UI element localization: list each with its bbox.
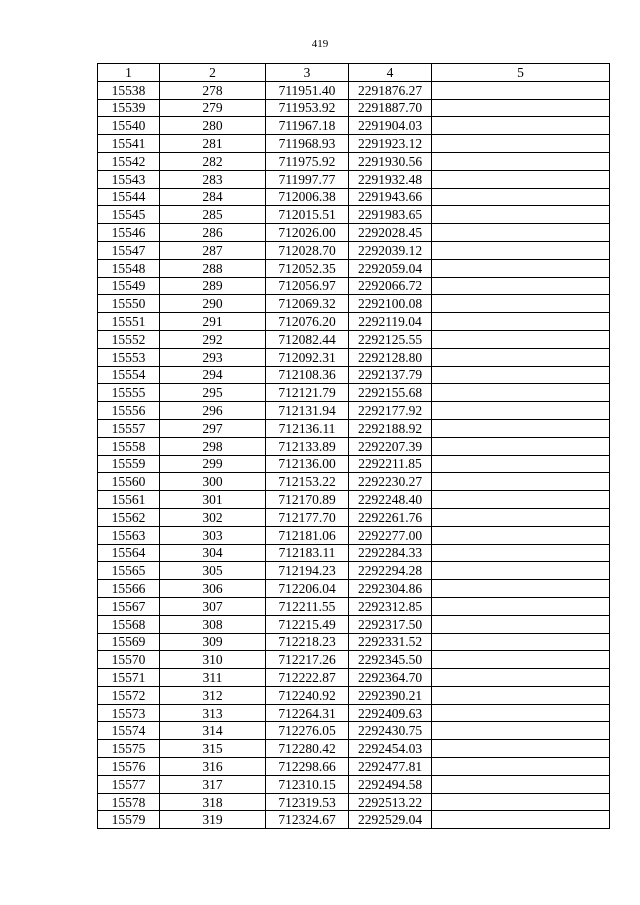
table-cell [432,330,610,348]
table-cell [432,402,610,420]
table-cell: 15555 [98,384,160,402]
table-cell: 2292331.52 [349,633,432,651]
table-cell: 712177.70 [266,508,349,526]
table-cell [432,313,610,331]
table-cell: 315 [160,740,266,758]
table-cell: 711967.18 [266,117,349,135]
table-row [98,152,610,170]
table-row [98,206,610,224]
table-cell: 15543 [98,170,160,188]
table-cell: 15560 [98,473,160,491]
table-cell: 2292454.03 [349,740,432,758]
table-cell: 2291904.03 [349,117,432,135]
table-cell: 712183.11 [266,544,349,562]
table-cell: 293 [160,348,266,366]
table-cell [432,669,610,687]
table-cell: 15570 [98,651,160,669]
table-cell: 2291943.66 [349,188,432,206]
table-row [98,562,610,580]
table-cell: 279 [160,99,266,117]
table-cell: 15572 [98,686,160,704]
table-cell: 15561 [98,491,160,509]
table-row [98,455,610,473]
table-row [98,241,610,259]
table-cell: 318 [160,793,266,811]
table-cell: 2292294.28 [349,562,432,580]
table-cell: 2292230.27 [349,473,432,491]
table-cell: 15579 [98,811,160,829]
table-cell: 2292128.80 [349,348,432,366]
table-row [98,758,610,776]
table-cell: 712056.97 [266,277,349,295]
table-cell: 712052.35 [266,259,349,277]
table-cell: 2292207.39 [349,437,432,455]
table-cell: 15559 [98,455,160,473]
table-cell: 15567 [98,597,160,615]
table-cell: 712028.70 [266,241,349,259]
table-cell: 304 [160,544,266,562]
table-row [98,313,610,331]
table-cell: 2292284.33 [349,544,432,562]
table-cell: 2292345.50 [349,651,432,669]
table-cell [432,686,610,704]
table-row [98,419,610,437]
table-cell: 712133.89 [266,437,349,455]
table-cell: 310 [160,651,266,669]
table-cell: 303 [160,526,266,544]
table-cell: 712280.42 [266,740,349,758]
table-cell: 15556 [98,402,160,420]
table-cell: 307 [160,597,266,615]
table-cell: 712276.05 [266,722,349,740]
table-cell [432,580,610,598]
table-cell: 298 [160,437,266,455]
table-cell: 2291876.27 [349,81,432,99]
table-cell: 2291983.65 [349,206,432,224]
table-cell: 309 [160,633,266,651]
table-cell: 711968.93 [266,135,349,153]
table-cell: 15569 [98,633,160,651]
table-row [98,669,610,687]
table-cell [432,740,610,758]
table-cell [432,758,610,776]
table-cell: 308 [160,615,266,633]
table-cell: 15540 [98,117,160,135]
table-cell: 15571 [98,669,160,687]
table-cell: 317 [160,775,266,793]
table-cell [432,704,610,722]
table-cell: 15563 [98,526,160,544]
table-cell [432,224,610,242]
table-cell [432,241,610,259]
table-cell [432,491,610,509]
table-row [98,686,610,704]
table-row [98,544,610,562]
table-cell: 289 [160,277,266,295]
table-cell: 2292477.81 [349,758,432,776]
table-cell: 2292177.92 [349,402,432,420]
table-cell: 711997.77 [266,170,349,188]
table-cell: 15574 [98,722,160,740]
table-cell: 15541 [98,135,160,153]
table-cell [432,562,610,580]
table-cell: 15542 [98,152,160,170]
table-cell: 2292390.21 [349,686,432,704]
table-row [98,508,610,526]
table-cell [432,170,610,188]
table-cell: 15550 [98,295,160,313]
table-cell: 284 [160,188,266,206]
table-cell: 2292513.22 [349,793,432,811]
table-cell: 282 [160,152,266,170]
table-cell: 712108.36 [266,366,349,384]
table-cell: 712153.22 [266,473,349,491]
table-row [98,811,610,829]
page-number: 419 [311,38,329,50]
table-cell: 2292188.92 [349,419,432,437]
table-cell: 2292211.85 [349,455,432,473]
table-cell: 2292137.79 [349,366,432,384]
table-cell: 712092.31 [266,348,349,366]
table-row [98,526,610,544]
table-cell: 285 [160,206,266,224]
table-cell: 15566 [98,580,160,598]
table-cell: 281 [160,135,266,153]
table-cell: 302 [160,508,266,526]
table-cell: 312 [160,686,266,704]
table-cell: 15549 [98,277,160,295]
table-row [98,775,610,793]
table-cell: 306 [160,580,266,598]
table-cell: 299 [160,455,266,473]
table-cell: 291 [160,313,266,331]
table-cell [432,597,610,615]
table-cell [432,277,610,295]
table-cell: 297 [160,419,266,437]
table-cell: 280 [160,117,266,135]
column-header: 5 [432,64,610,82]
table-cell: 2292028.45 [349,224,432,242]
table-cell: 15552 [98,330,160,348]
table-cell: 712136.11 [266,419,349,437]
table-cell: 712181.06 [266,526,349,544]
table-cell: 15576 [98,758,160,776]
table-cell: 712136.00 [266,455,349,473]
table-row [98,170,610,188]
table-cell: 15546 [98,224,160,242]
table-row [98,135,610,153]
table-cell: 712222.87 [266,669,349,687]
table-row [98,437,610,455]
column-header: 1 [98,64,160,82]
table-cell: 15575 [98,740,160,758]
table-row [98,651,610,669]
table-cell: 2291930.56 [349,152,432,170]
table-cell: 712069.32 [266,295,349,313]
table-cell: 712215.49 [266,615,349,633]
table-cell [432,152,610,170]
table-cell [432,633,610,651]
table-row [98,384,610,402]
table-cell [432,455,610,473]
table-cell [432,419,610,437]
table-cell: 712131.94 [266,402,349,420]
table-cell: 712217.26 [266,651,349,669]
table-cell: 2292317.50 [349,615,432,633]
table-cell: 292 [160,330,266,348]
table-cell: 319 [160,811,266,829]
table-cell: 295 [160,384,266,402]
column-header: 4 [349,64,432,82]
table-cell: 15565 [98,562,160,580]
table-cell: 712121.79 [266,384,349,402]
table-cell: 2292039.12 [349,241,432,259]
table-cell: 2292261.76 [349,508,432,526]
table-cell [432,384,610,402]
table-cell: 2292100.08 [349,295,432,313]
table-cell: 15577 [98,775,160,793]
table-cell [432,348,610,366]
table-cell: 2292125.55 [349,330,432,348]
table-cell: 15553 [98,348,160,366]
table-cell: 15568 [98,615,160,633]
table-row [98,259,610,277]
table-cell [432,651,610,669]
table-row [98,722,610,740]
table-cell [432,775,610,793]
table-cell [432,526,610,544]
table-row [98,402,610,420]
table-cell: 712206.04 [266,580,349,598]
table-cell: 712218.23 [266,633,349,651]
table-row [98,330,610,348]
table-cell: 15554 [98,366,160,384]
table-cell: 2292059.04 [349,259,432,277]
table-cell: 15544 [98,188,160,206]
table-cell: 2292529.04 [349,811,432,829]
table-cell [432,473,610,491]
table-cell: 712026.00 [266,224,349,242]
table-cell [432,366,610,384]
table-cell: 2291887.70 [349,99,432,117]
table-cell: 711953.92 [266,99,349,117]
table-cell: 2292364.70 [349,669,432,687]
table-cell [432,544,610,562]
table-cell: 301 [160,491,266,509]
table-cell [432,508,610,526]
table-cell: 300 [160,473,266,491]
table-cell: 15545 [98,206,160,224]
coordinates-table [97,63,610,829]
table-cell: 712240.92 [266,686,349,704]
table-cell: 2292066.72 [349,277,432,295]
table-cell: 712324.67 [266,811,349,829]
table-cell: 712211.55 [266,597,349,615]
table-row [98,615,610,633]
table-row [98,580,610,598]
table-cell: 2291923.12 [349,135,432,153]
table-cell: 314 [160,722,266,740]
table-cell: 287 [160,241,266,259]
table-cell: 712015.51 [266,206,349,224]
table-cell: 15578 [98,793,160,811]
table-cell: 316 [160,758,266,776]
table-cell: 15547 [98,241,160,259]
table-cell: 278 [160,81,266,99]
table-cell: 712076.20 [266,313,349,331]
table-row [98,117,610,135]
table-cell [432,793,610,811]
table-cell: 2291932.48 [349,170,432,188]
table-cell: 712298.66 [266,758,349,776]
table-cell: 712319.53 [266,793,349,811]
table-cell [432,811,610,829]
table-cell: 15551 [98,313,160,331]
table-cell: 2292430.75 [349,722,432,740]
table-cell: 2292277.00 [349,526,432,544]
table-cell: 712194.23 [266,562,349,580]
table-body [98,81,610,828]
table-row [98,188,610,206]
table-row [98,295,610,313]
table-cell: 15573 [98,704,160,722]
table-row [98,473,610,491]
table-cell: 15557 [98,419,160,437]
table-row [98,81,610,99]
table-cell: 288 [160,259,266,277]
table-cell: 15538 [98,81,160,99]
table-cell [432,117,610,135]
table-row [98,277,610,295]
table-cell: 15539 [98,99,160,117]
table-cell: 711975.92 [266,152,349,170]
table-cell [432,188,610,206]
table-row [98,99,610,117]
table-cell: 15558 [98,437,160,455]
table-cell [432,81,610,99]
table-cell: 712006.38 [266,188,349,206]
table-row [98,704,610,722]
table-cell [432,437,610,455]
table-row [98,633,610,651]
table-cell: 2292409.63 [349,704,432,722]
table-cell: 2292155.68 [349,384,432,402]
table-row [98,366,610,384]
table-cell: 294 [160,366,266,384]
table-cell: 313 [160,704,266,722]
table-cell: 2292312.85 [349,597,432,615]
table-cell [432,615,610,633]
table-cell: 305 [160,562,266,580]
table-row [98,224,610,242]
table-cell: 712082.44 [266,330,349,348]
table-cell: 286 [160,224,266,242]
table-cell: 711951.40 [266,81,349,99]
table-cell: 2292494.58 [349,775,432,793]
table-cell [432,259,610,277]
table-cell [432,722,610,740]
table-cell: 311 [160,669,266,687]
table-cell: 712264.31 [266,704,349,722]
table-cell: 296 [160,402,266,420]
table-cell: 283 [160,170,266,188]
table-cell: 712170.89 [266,491,349,509]
table-row [98,348,610,366]
table-cell: 2292248.40 [349,491,432,509]
table-cell: 290 [160,295,266,313]
table-cell [432,206,610,224]
column-header: 3 [266,64,349,82]
table-cell: 2292304.86 [349,580,432,598]
table-cell: 2292119.04 [349,313,432,331]
column-header: 2 [160,64,266,82]
table-header-row [98,64,610,82]
table-row [98,740,610,758]
table-cell: 712310.15 [266,775,349,793]
table-cell [432,135,610,153]
table-row [98,491,610,509]
table-row [98,793,610,811]
table-cell [432,99,610,117]
table-cell: 15562 [98,508,160,526]
table-cell: 15564 [98,544,160,562]
table-cell [432,295,610,313]
table-row [98,597,610,615]
table-cell: 15548 [98,259,160,277]
